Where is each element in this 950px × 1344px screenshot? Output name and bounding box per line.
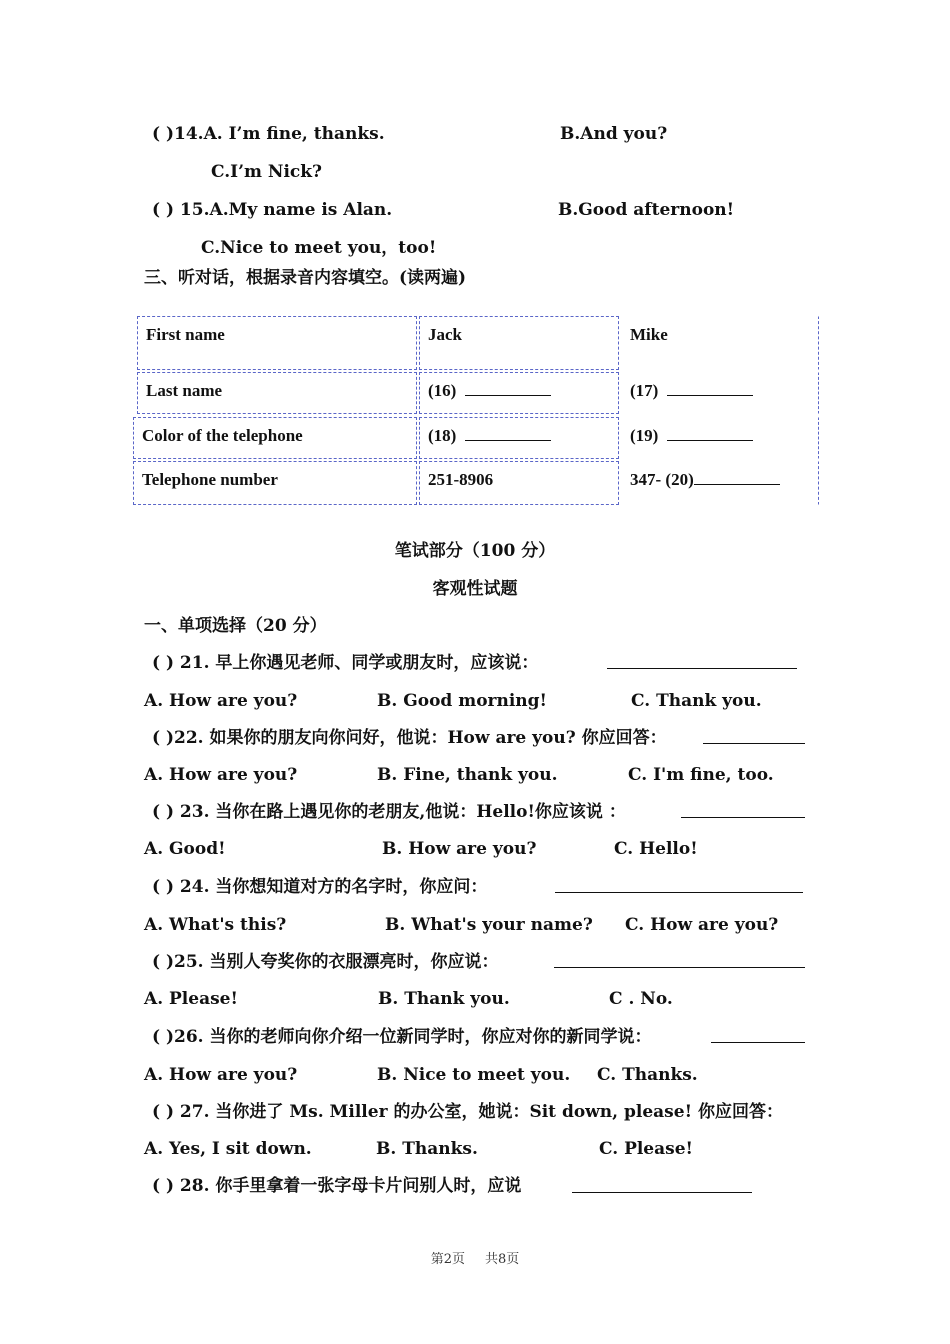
answer-blank-16 [465,381,551,396]
answer-blank-23 [681,803,805,818]
question-25-stem: ( )25. 当别人夸奖你的衣服漂亮时，你应说： [152,952,499,972]
question-26-option-a: A. How are you? [144,1065,298,1085]
question-23-option-b: B. How are you? [382,839,537,859]
question-21-option-b: B. Good morning! [377,691,548,711]
question-27-option-c: C. Please! [599,1139,693,1159]
written-subheading: 客观性试题 [432,579,518,599]
question-26-stem: ( )26. 当你的老师向你介绍一位新同学时，你应对你的新同学说： [152,1027,652,1047]
answer-blank-26 [711,1028,805,1043]
question-27-stem: ( ) 27. 当你进了 Ms. Miller 的办公室，她说：Sit down, please! 你应回答： [152,1102,783,1122]
table-cell: 251-8906 [419,461,619,505]
table-cell-label: Last name [137,372,417,414]
question-24-option-a: A. What's this? [144,915,287,935]
question-23-option-a: A. Good! [144,839,226,859]
answer-blank-21 [607,654,797,669]
question-24-option-b: B. What's your name? [385,915,593,935]
page-footer [0,1248,950,1267]
table-cell-label: Color of the telephone [133,417,417,459]
part-1-title: 一、单项选择（20 分） [144,616,327,636]
question-15-stem: ( ) 15.A.My name is Alan. [152,200,393,220]
table-cell: 347- (20) [621,461,819,505]
question-24-option-c: C. How are you? [625,915,779,935]
question-22-option-a: A. How are you? [144,765,298,785]
answer-blank-25 [554,953,805,968]
answer-blank-24 [555,878,803,893]
table-cell: (19) [621,417,819,459]
table-cell-label: Telephone number [133,461,417,505]
question-27-option-a: A. Yes, I sit down. [144,1139,312,1159]
question-26-option-b: B. Nice to meet you. [377,1065,571,1085]
table-cell-label: First name [137,316,417,370]
question-15-option-b: B.Good afternoon! [558,200,735,220]
table-cell: (18) [419,417,619,459]
answer-blank-28 [572,1178,752,1193]
table-cell: (16) [419,372,619,414]
question-22-option-c: C. I'm fine, too. [628,765,774,785]
question-23-option-c: C. Hello! [614,839,698,859]
question-22-stem: ( )22. 如果你的朋友向你问好，他说：How are you? 你应回答： [152,728,667,748]
section-3-title: 三、听对话，根据录音内容填空。(读两遍) [144,268,467,288]
question-14-option-c: C.I’m Nick? [211,162,323,182]
question-25-option-b: B. Thank you. [378,989,510,1009]
question-21-stem: ( ) 21. 早上你遇见老师、同学或朋友时，应该说： [152,653,539,673]
answer-blank-19 [667,426,753,441]
question-22-option-b: B. Fine, thank you. [377,765,558,785]
question-26-option-c: C. Thanks. [597,1065,698,1085]
table-cell: Mike [621,316,819,370]
question-27-option-b: B. Thanks. [376,1139,478,1159]
page-total: 共8页 [485,1252,520,1267]
question-23-stem: ( ) 23. 当你在路上遇见你的老朋友,他说：Hello!你应该说 ： [152,802,626,822]
answer-blank-18 [465,426,551,441]
question-28-stem: ( ) 28. 你手里拿着一张字母卡片问别人时，应说 [152,1176,522,1196]
question-25-option-c: C . No. [609,989,673,1009]
answer-blank-17 [667,381,753,396]
question-21-option-c: C. Thank you. [631,691,762,711]
written-heading: 笔试部分（100 分） [394,541,556,561]
answer-blank-22 [703,729,805,744]
question-14-stem: ( )14.A. I’m fine, thanks. [152,124,385,144]
page-number: 第2页 [430,1252,465,1267]
answer-blank-20 [694,470,780,485]
question-25-option-a: A. Please! [144,989,238,1009]
table-cell: (17) [621,372,819,414]
question-21-option-a: A. How are you? [144,691,298,711]
question-15-option-c: C.Nice to meet you，too! [201,238,437,258]
question-24-stem: ( ) 24. 当你想知道对方的名字时，你应问： [152,877,488,897]
table-cell: Jack [419,316,619,370]
question-14-option-b: B.And you? [560,124,668,144]
